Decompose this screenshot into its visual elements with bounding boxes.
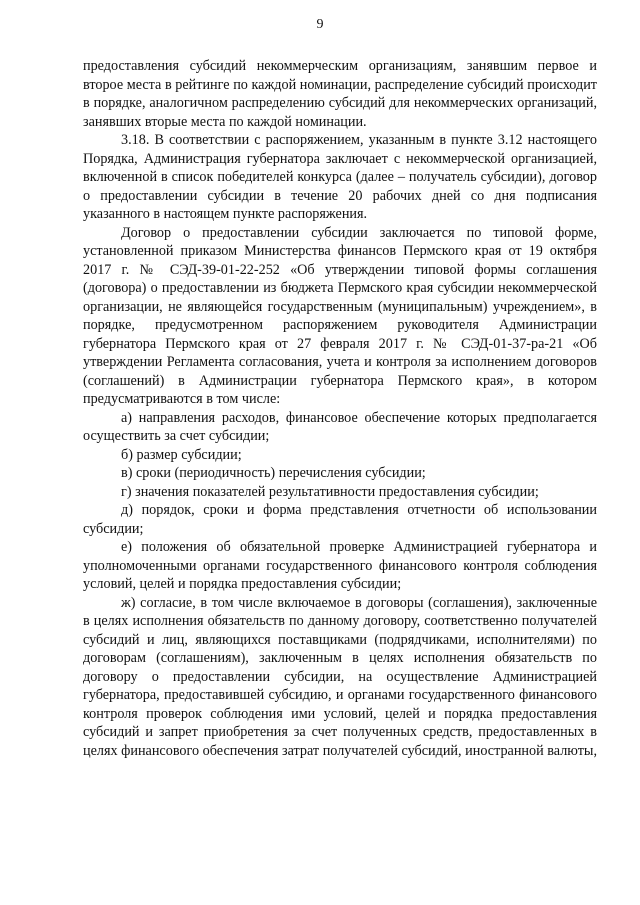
paragraph-3-18: 3.18. В соответствии с распоряжением, указанным в пункте 3.12 настоящего Порядка, Администрация губернатора заключает с некоммерческой организацией, включенной в список победителей конкурса (далее – получатель субсидии), договор о предоставлении субсидии в течение 20 рабочих дней со дня подписания указанного в настоящем пункте распоряжения. bbox=[83, 132, 597, 222]
list-item-b: б) размер субсидии; bbox=[121, 446, 242, 463]
list-item-v: в) сроки (периодичность) перечисления субсидии; bbox=[121, 465, 426, 481]
list-item-g: г) значения показателей результативности предоставления субсидии; bbox=[121, 483, 539, 500]
paragraph-continuation: предоставления субсидий некоммерческим организациям, занявшим первое и второе места в рейтинге по каждой номинации, распределение субсидий происходит в порядке, аналогичном распределению субсидий для некоммерческих организаций, занявших вторые места по каждой номинации. bbox=[83, 58, 597, 130]
list-item-zh: ж) согласие, в том числе включаемое в договоры (соглашения), заключенные в целях исполнения обязательств по данному договору, соответственно получателей субсидий и лиц, являющихся поставщиками (подрядчиками, исполнителями) по договорам (соглашениям), заключенным в целях исполнения обязательств по договору о предоставлении субсидии, на осуществление Администрацией губернатора, предоставившей субсидию, и органами государственного финансового контроля проверок соблюдения ими условий, целей и порядка предоставления субсидий и запрет приобретения за счет полученных средств, предоставленных в целях финансового обеспечения затрат получателей субсидий, иностранной валюты, bbox=[83, 594, 597, 759]
list-item-e: е) положения об обязательной проверке Администрацией губернатора и уполномоченными органами государственного финансового контроля соблюдения условий, целей и порядка предоставления субсидии; bbox=[83, 539, 597, 592]
paragraph-contract: Договор о предоставлении субсидии заключается по типовой форме, установленной приказом Министерства финансов Пермского края от 19 октября 2017 г. № СЭД-39-01-22-252 «Об утверждении типовой формы соглашения (договора) о предоставлении из бюджета Пермского края субсидии некоммерческой организации, не являющейся государственным (муниципальным) учреждением», в порядке, предусмотренном распоряжением руководителя Администрации губернатора Пермского края от 27 февраля 2017 г. № СЭД-01-37-ра-21 «Об утверждении Регламента согласования, учета и контроля за исполнением договоров (соглашений) в Администрации губернатора Пермского края», в котором предусматриваются в том числе: bbox=[83, 224, 597, 407]
list-item-d: д) порядок, сроки и форма представления отчетности об использовании субсидии; bbox=[83, 502, 597, 537]
list-item-a: а) направления расходов, финансовое обеспечение которых предполагается осуществить за счет субсидии; bbox=[83, 409, 597, 444]
document-body bbox=[83, 57, 597, 760]
page-number: 9 bbox=[316, 17, 324, 32]
